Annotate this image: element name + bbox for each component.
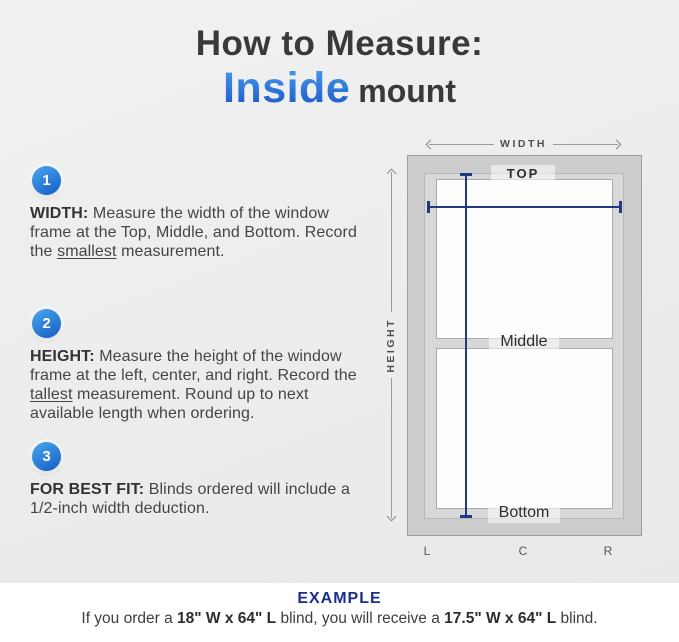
step-1-text-pre: Measure the width of the window frame at the Top, Middle, and Bottom. Record the <box>30 205 357 260</box>
height-measure-line <box>465 173 467 518</box>
title-line-1: How to Measure: <box>195 24 484 63</box>
right-position-label: R <box>603 544 613 558</box>
middle-position-label: Middle <box>489 332 559 352</box>
step-3-label: FOR BEST FIT: <box>30 481 145 498</box>
step-2-label: HEIGHT: <box>30 348 95 365</box>
step-2-number-badge: 2 <box>32 309 61 338</box>
width-measure-line <box>427 206 622 208</box>
example-text-mid: blind, you will receive a <box>276 610 445 627</box>
step-1-text-post: measurement. <box>116 243 225 260</box>
example-text-post: blind. <box>556 610 598 627</box>
step-2-underlined-word: tallest <box>30 386 73 403</box>
arrow-down-icon <box>386 512 396 522</box>
example-received-size: 17.5" W x 64" L <box>444 610 557 627</box>
bottom-position-label: Bottom <box>488 503 560 523</box>
arrow-right-icon <box>612 139 622 149</box>
left-position-label: L <box>423 544 431 558</box>
step-1-underlined-word: smallest <box>57 243 117 260</box>
top-position-label: TOP <box>491 165 555 182</box>
height-arrow-line-top <box>391 172 392 312</box>
step-2-text-pre: Measure the height of the window frame at the left, center, and right. Record the <box>30 348 357 384</box>
title-suffix: mount <box>358 73 456 110</box>
example-ordered-size: 18" W x 64" L <box>177 610 277 627</box>
arrow-up-icon <box>386 169 396 179</box>
example-heading: EXAMPLE <box>297 590 382 607</box>
step-1-label: WIDTH: <box>30 205 89 222</box>
step-3-number-badge: 3 <box>32 442 61 471</box>
height-arrow-line-bottom <box>391 378 392 518</box>
step-3-text-pre: Blinds ordered will include a 1/2-inch width deduction. <box>30 481 350 517</box>
window-pane-lower <box>436 348 613 509</box>
example-footer <box>0 583 679 642</box>
width-arrow-line-left <box>429 144 494 145</box>
height-dimension-arrow <box>385 170 397 520</box>
example-text-pre: If you order a <box>81 610 178 627</box>
step-2-text-post: measurement. Round up to next available length when ordering. <box>30 386 309 422</box>
width-dimension-arrow <box>427 138 620 150</box>
center-position-label: C <box>518 544 528 558</box>
window-pane-upper <box>436 179 613 339</box>
title-highlight: Inside <box>222 64 351 113</box>
example-sentence <box>0 610 679 628</box>
width-dimension-label: WIDTH <box>500 138 547 150</box>
arrow-left-icon <box>426 139 436 149</box>
height-dimension-label: HEIGHT <box>385 317 397 373</box>
step-1-number-badge: 1 <box>32 166 61 195</box>
width-arrow-line-right <box>553 144 618 145</box>
